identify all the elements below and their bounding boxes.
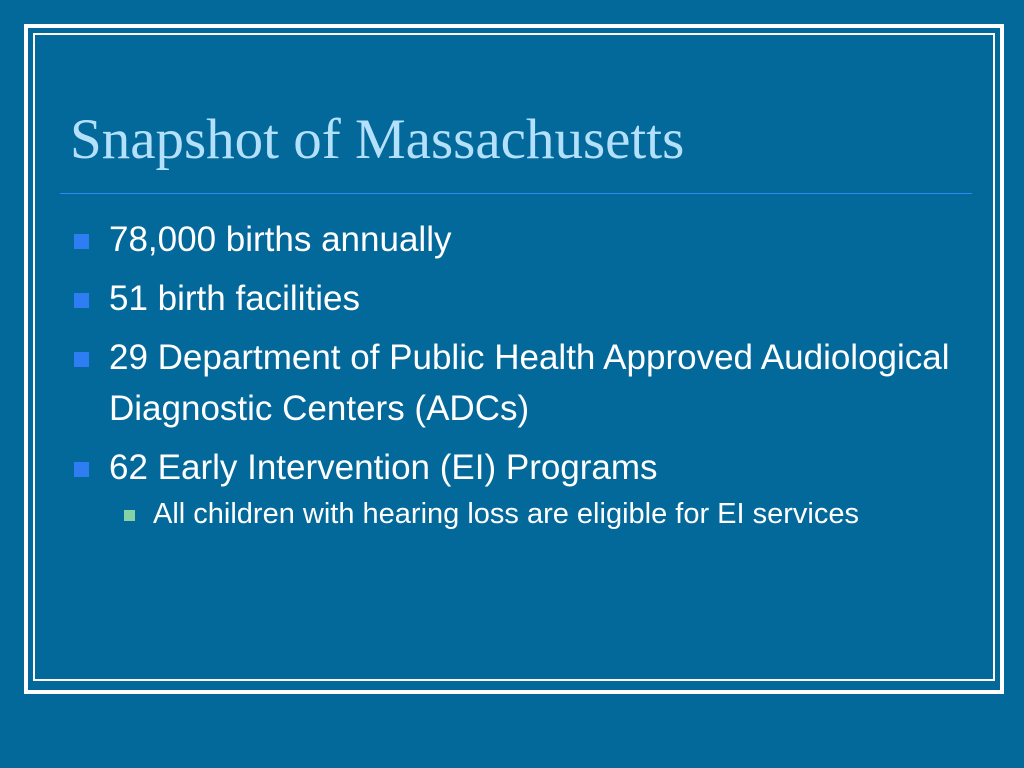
- bullet-text: 51 birth facilities: [109, 279, 360, 318]
- bullet-item: [72, 273, 952, 324]
- bullet-text: 29 Department of Public Health Approved Audiological Diagnostic Centers (ADCs): [109, 338, 950, 428]
- bullet-text: 62 Early Intervention (EI) Programs: [109, 448, 658, 487]
- slide-title: Snapshot of Massachusetts: [70, 108, 685, 171]
- bullet-item: [72, 214, 952, 265]
- bullet-item: [72, 332, 952, 434]
- sub-bullet-text: All children with hearing loss are eligible for EI services: [153, 498, 859, 530]
- square-bullet-icon: [74, 293, 89, 308]
- bullet-item: [72, 442, 952, 493]
- square-bullet-icon: [74, 462, 89, 477]
- title-divider: [60, 193, 972, 194]
- bullet-list: [72, 214, 952, 535]
- small-square-bullet-icon: [124, 510, 135, 521]
- square-bullet-icon: [74, 234, 89, 249]
- square-bullet-icon: [74, 352, 89, 367]
- bullet-text: 78,000 births annually: [109, 220, 452, 259]
- sub-bullet-item: [153, 493, 952, 535]
